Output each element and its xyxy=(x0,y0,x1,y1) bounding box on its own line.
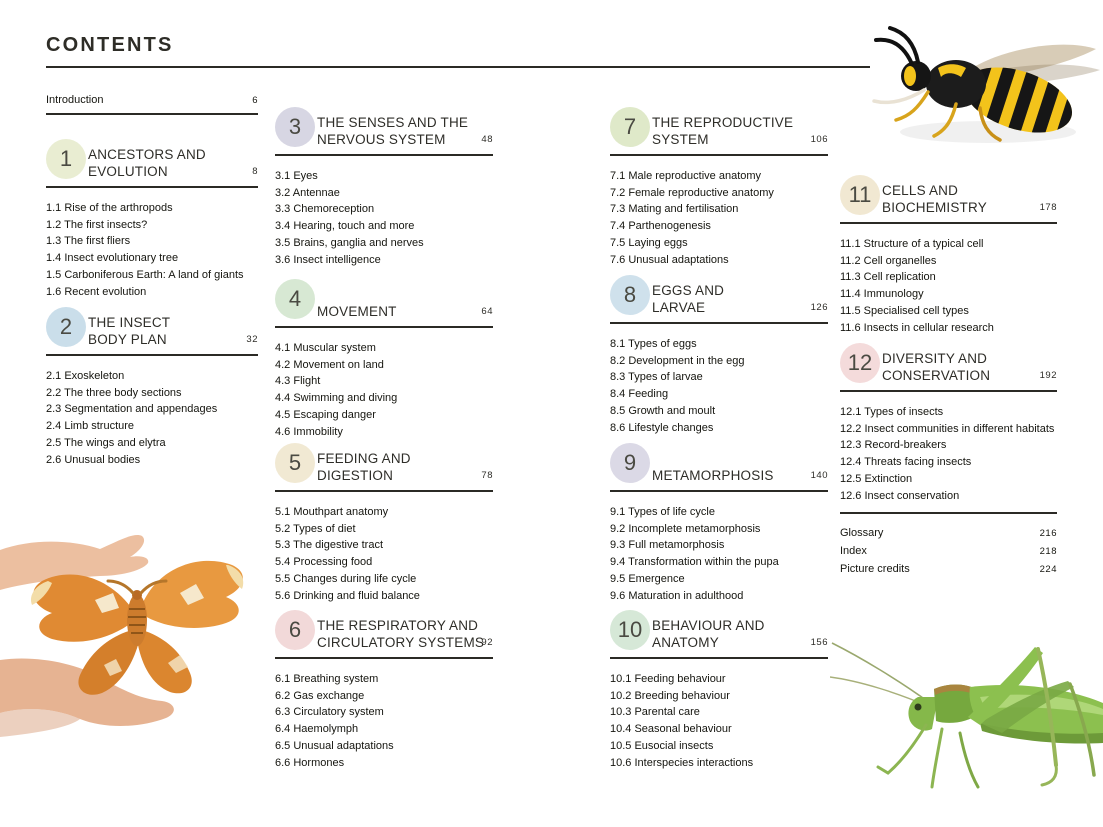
back-matter-label: Index xyxy=(840,545,867,557)
toc-item: 5.6 Drinking and fluid balance xyxy=(275,589,420,602)
toc-item: 11.2 Cell organelles xyxy=(840,254,937,267)
back-matter-page-number: 218 xyxy=(1039,546,1057,557)
toc-item: 9.4 Transformation within the pupa xyxy=(610,556,779,569)
chapter-item-list xyxy=(610,336,828,436)
chapter-number-badge: 7 xyxy=(610,107,650,147)
chapter-item-list xyxy=(275,671,493,771)
toc-item: 7.2 Female reproductive anatomy xyxy=(610,186,774,199)
toc-item: 10.5 Eusocial insects xyxy=(610,739,714,752)
chapter-page-number: 126 xyxy=(810,302,828,313)
divider xyxy=(275,490,493,492)
introduction-entry xyxy=(46,94,258,115)
toc-item: 1.6 Recent evolution xyxy=(46,285,147,298)
chapter-title xyxy=(317,444,493,484)
toc-item: 3.4 Hearing, touch and more xyxy=(275,220,415,233)
toc-item: 6.5 Unusual adaptations xyxy=(275,739,394,752)
back-matter-page-number: 216 xyxy=(1039,528,1057,539)
toc-item: 9.5 Emergence xyxy=(610,572,685,585)
chapter-page-number: 32 xyxy=(246,334,258,345)
chapter-title-line: BIOCHEMISTRY xyxy=(882,200,987,215)
chapter-number-badge: 2 xyxy=(46,307,86,347)
introduction-page-number: 6 xyxy=(252,95,258,106)
chapter-title xyxy=(88,308,258,348)
toc-item: 9.2 Incomplete metamorphosis xyxy=(610,522,761,535)
toc-item: 7.3 Mating and fertilisation xyxy=(610,203,739,216)
toc-item: 5.2 Types of diet xyxy=(275,522,356,535)
toc-item: 12.4 Threats facing insects xyxy=(840,456,972,469)
chapter-5 xyxy=(275,444,493,604)
divider xyxy=(275,657,493,659)
chapter-title xyxy=(652,108,828,148)
toc-item: 5.4 Processing food xyxy=(275,556,373,569)
chapter-title xyxy=(882,176,1057,216)
back-matter-page-number: 224 xyxy=(1039,564,1057,575)
chapter-title-line: THE REPRODUCTIVE xyxy=(652,115,794,130)
chapter-title-line: CIRCULATORY SYSTEMS xyxy=(317,635,485,650)
divider xyxy=(46,113,258,115)
toc-item: 11.5 Specialised cell types xyxy=(840,304,969,317)
chapter-6 xyxy=(275,611,493,771)
chapter-page-number: 156 xyxy=(810,637,828,648)
toc-item: 1.4 Insect evolutionary tree xyxy=(46,252,179,265)
toc-item: 1.3 The first fliers xyxy=(46,235,131,248)
chapter-item-list xyxy=(840,236,1057,336)
chapter-item-list xyxy=(610,504,828,604)
green-bush-cricket-photo xyxy=(830,585,1103,827)
chapter-title-line: MOVEMENT xyxy=(317,304,397,319)
toc-item: 3.2 Antennae xyxy=(275,186,340,199)
back-matter-label: Picture credits xyxy=(840,563,910,575)
chapter-title xyxy=(317,108,493,148)
toc-item: 4.5 Escaping danger xyxy=(275,408,376,421)
toc-item: 6.3 Circulatory system xyxy=(275,706,384,719)
toc-item: 4.2 Movement on land xyxy=(275,358,384,371)
chapter-3 xyxy=(275,108,493,268)
chapter-2 xyxy=(46,308,258,468)
chapter-title xyxy=(652,444,828,484)
chapter-number-badge: 10 xyxy=(610,610,650,650)
toc-item: 6.4 Haemolymph xyxy=(275,723,359,736)
chapter-title-line: THE SENSES AND THE xyxy=(317,115,469,130)
chapter-item-list xyxy=(840,404,1057,504)
toc-item: 2.3 Segmentation and appendages xyxy=(46,403,218,416)
divider xyxy=(275,154,493,156)
toc-item: 3.3 Chemoreception xyxy=(275,203,375,216)
toc-item: 4.6 Immobility xyxy=(275,425,343,438)
chapter-title-line: ANCESTORS AND xyxy=(88,147,206,162)
toc-item: 2.5 The wings and elytra xyxy=(46,436,166,449)
back-matter-entry xyxy=(840,546,1057,557)
toc-item: 7.1 Male reproductive anatomy xyxy=(610,170,762,182)
chapter-page-number: 78 xyxy=(481,470,493,481)
chapter-number-badge: 9 xyxy=(610,443,650,483)
chapter-title-line: FEEDING AND xyxy=(317,451,411,466)
chapter-title-line: CELLS AND xyxy=(882,183,959,198)
divider xyxy=(610,322,828,324)
chapter-title-line: LARVAE xyxy=(652,300,706,315)
toc-item: 1.2 The first insects? xyxy=(46,218,148,231)
chapter-11 xyxy=(840,176,1057,336)
toc-item: 11.6 Insects in cellular research xyxy=(840,321,994,334)
divider xyxy=(610,657,828,659)
toc-item: 12.5 Extinction xyxy=(840,472,913,485)
toc-item: 9.1 Types of life cycle xyxy=(610,506,715,518)
chapter-title-line: THE INSECT xyxy=(88,315,171,330)
wasp-photo xyxy=(868,12,1103,152)
toc-item: 8.5 Growth and moult xyxy=(610,404,716,417)
toc-item: 11.4 Immunology xyxy=(840,288,924,301)
chapter-title-line: METAMORPHOSIS xyxy=(652,468,774,483)
toc-item: 8.6 Lifestyle changes xyxy=(610,421,714,434)
toc-item: 7.6 Unusual adaptations xyxy=(610,253,729,266)
back-matter-label: Glossary xyxy=(840,527,884,539)
chapter-number-badge: 1 xyxy=(46,139,86,179)
toc-item: 2.4 Limb structure xyxy=(46,420,135,433)
toc-item: 10.2 Breeding behaviour xyxy=(610,689,730,702)
toc-item: 6.2 Gas exchange xyxy=(275,689,365,702)
toc-item: 4.4 Swimming and diving xyxy=(275,392,398,405)
chapter-1 xyxy=(46,140,258,300)
chapter-page-number: 140 xyxy=(810,470,828,481)
chapter-page-number: 8 xyxy=(252,166,258,177)
toc-item: 7.5 Laying eggs xyxy=(610,236,688,249)
chapter-title xyxy=(317,611,493,651)
toc-item: 11.3 Cell replication xyxy=(840,271,936,284)
toc-item: 3.6 Insect intelligence xyxy=(275,253,381,266)
chapter-item-list xyxy=(46,200,258,300)
chapter-number-badge: 3 xyxy=(275,107,315,147)
toc-item: 10.4 Seasonal behaviour xyxy=(610,723,732,736)
chapter-item-list xyxy=(46,368,258,468)
chapter-page-number: 178 xyxy=(1039,202,1057,213)
toc-item: 2.6 Unusual bodies xyxy=(46,453,141,466)
chapter-number-badge: 6 xyxy=(275,610,315,650)
chapter-number-badge: 5 xyxy=(275,443,315,483)
toc-item: 5.5 Changes during life cycle xyxy=(275,572,417,585)
page-title: CONTENTS xyxy=(46,34,174,56)
chapter-number-badge: 4 xyxy=(275,279,315,319)
back-matter xyxy=(840,512,1057,582)
chapter-page-number: 48 xyxy=(481,134,493,145)
chapter-4 xyxy=(275,280,493,440)
chapter-title-line: CONSERVATION xyxy=(882,368,991,383)
chapter-title-line: DIVERSITY AND xyxy=(882,351,988,366)
toc-item: 11.1 Structure of a typical cell xyxy=(840,238,984,250)
toc-item: 3.1 Eyes xyxy=(275,170,318,182)
toc-item: 5.1 Mouthpart anatomy xyxy=(275,506,389,518)
chapter-number-badge: 8 xyxy=(610,275,650,315)
chapter-item-list xyxy=(610,168,828,268)
toc-item: 10.1 Feeding behaviour xyxy=(610,673,726,685)
toc-item: 12.1 Types of insects xyxy=(840,406,944,418)
chapter-number-badge: 11 xyxy=(840,175,880,215)
chapter-title-line: NERVOUS SYSTEM xyxy=(317,132,446,147)
toc-item: 6.6 Hormones xyxy=(275,756,345,769)
chapter-title-line: DIGESTION xyxy=(317,468,394,483)
toc-item: 2.1 Exoskeleton xyxy=(46,370,125,382)
chapter-title-line: BEHAVIOUR AND xyxy=(652,618,765,633)
chapter-title-line: EVOLUTION xyxy=(88,164,168,179)
divider xyxy=(840,222,1057,224)
divider xyxy=(610,154,828,156)
toc-item: 10.3 Parental care xyxy=(610,706,700,719)
toc-item: 7.4 Parthenogenesis xyxy=(610,220,711,233)
toc-item: 12.3 Record-breakers xyxy=(840,439,947,452)
chapter-title-line: SYSTEM xyxy=(652,132,709,147)
chapter-9 xyxy=(610,444,828,604)
toc-item: 9.3 Full metamorphosis xyxy=(610,539,725,552)
divider xyxy=(610,490,828,492)
toc-item: 9.6 Maturation in adulthood xyxy=(610,589,744,602)
chapter-10 xyxy=(610,611,828,771)
chapter-title xyxy=(882,344,1057,384)
chapter-page-number: 64 xyxy=(481,306,493,317)
divider xyxy=(840,390,1057,392)
toc-item: 8.2 Development in the egg xyxy=(610,354,745,367)
chapter-number-badge: 12 xyxy=(840,343,880,383)
back-matter-entry xyxy=(840,528,1057,539)
toc-item: 12.6 Insect conservation xyxy=(840,489,960,502)
toc-item: 3.5 Brains, ganglia and nerves xyxy=(275,236,424,249)
chapter-title-line: EGGS AND xyxy=(652,283,725,298)
chapter-page-number: 106 xyxy=(810,134,828,145)
divider xyxy=(275,326,493,328)
chapter-7 xyxy=(610,108,828,268)
toc-item: 8.1 Types of eggs xyxy=(610,338,697,350)
toc-item: 1.5 Carboniferous Earth: A land of giants xyxy=(46,268,244,281)
chapter-item-list xyxy=(275,504,493,604)
toc-item: 1.1 Rise of the arthropods xyxy=(46,202,173,214)
chapter-item-list xyxy=(275,340,493,440)
divider xyxy=(46,354,258,356)
back-matter-entry xyxy=(840,564,1057,575)
hands-holding-atlas-moth-photo xyxy=(0,505,265,827)
toc-item: 8.3 Types of larvae xyxy=(610,371,703,384)
toc-item: 12.2 Insect communities in different habitats xyxy=(840,422,1055,435)
chapter-page-number: 92 xyxy=(481,637,493,648)
chapter-title xyxy=(652,611,828,651)
toc-item: 10.6 Interspecies interactions xyxy=(610,756,754,769)
introduction-label: Introduction xyxy=(46,94,104,106)
toc-item: 4.1 Muscular system xyxy=(275,342,376,354)
chapter-item-list xyxy=(610,671,828,771)
toc-item: 6.1 Breathing system xyxy=(275,673,379,685)
toc-item: 2.2 The three body sections xyxy=(46,386,182,399)
chapter-title-line: BODY PLAN xyxy=(88,332,167,347)
chapter-item-list xyxy=(275,168,493,268)
chapter-title xyxy=(652,276,828,316)
chapter-title-line: ANATOMY xyxy=(652,635,719,650)
chapter-title xyxy=(317,280,493,320)
chapter-title-line: THE RESPIRATORY AND xyxy=(317,618,479,633)
toc-item: 4.3 Flight xyxy=(275,375,321,388)
toc-item: 5.3 The digestive tract xyxy=(275,539,384,552)
chapter-title xyxy=(88,140,258,180)
toc-item: 8.4 Feeding xyxy=(610,388,669,401)
chapter-page-number: 192 xyxy=(1039,370,1057,381)
divider xyxy=(46,186,258,188)
chapter-12 xyxy=(840,344,1057,504)
header-rule xyxy=(46,66,870,68)
chapter-8 xyxy=(610,276,828,436)
divider xyxy=(840,512,1057,514)
